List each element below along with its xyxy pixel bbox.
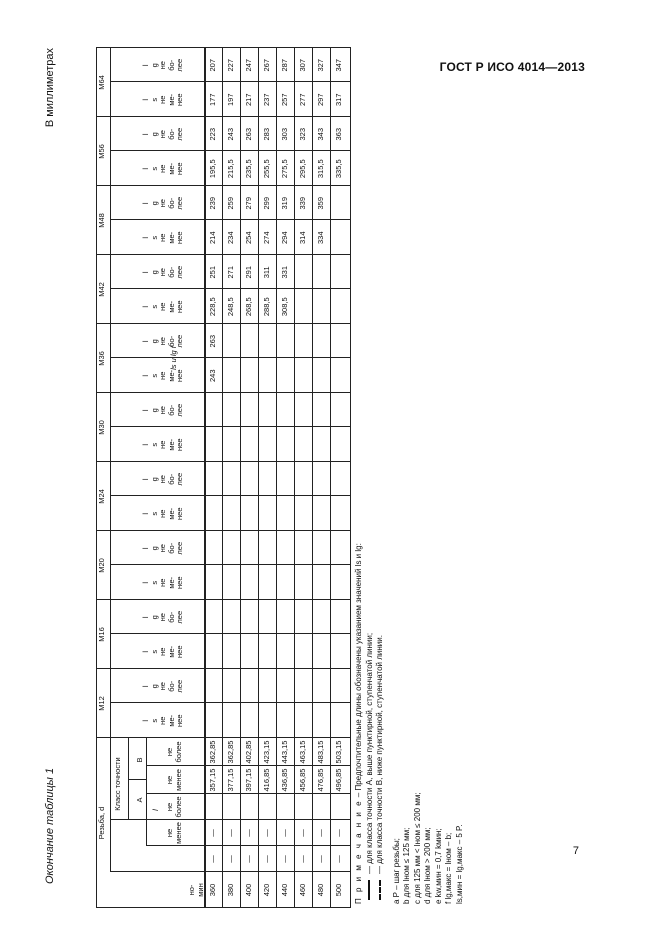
value-cell: 267 [262, 59, 271, 72]
class-b-max-cell: 362,85 [226, 740, 235, 764]
value-cell: 339 [298, 197, 307, 210]
value-cell: 248,5 [226, 297, 235, 317]
nominal-column-header: но- мин [187, 883, 205, 897]
dimension-table [96, 48, 350, 908]
lg-header: l g не бо- лее [141, 196, 184, 210]
value-cell: 277 [298, 93, 307, 107]
value-cell: 311 [262, 266, 271, 279]
class-b-min-cell: 397,15 [244, 768, 253, 792]
size-header-M64: M64 [97, 75, 106, 90]
value-cell: 315,5 [316, 159, 325, 179]
value-cell: 268,5 [244, 297, 253, 317]
value-cell: 287 [280, 59, 289, 72]
size-header-M42: M42 [97, 282, 106, 297]
class-a-max-cell: — [226, 829, 235, 837]
class-a-max-cell: — [262, 829, 271, 837]
value-cell: 317 [334, 93, 343, 107]
lg-header: l g не бо- лее [141, 679, 184, 693]
table-continuation-caption: Окончание таблицы 1 [44, 767, 56, 884]
class-a-min-cell: — [334, 855, 343, 863]
footnote-item: b для lном ≤ 125 мм; [402, 827, 411, 904]
legend-text: — для класса точности B, ниже пунктирной, ступенчатой линии. [375, 635, 384, 874]
tolerance-class-label: Класс точности [113, 757, 122, 811]
class-a-min-cell: — [262, 855, 271, 863]
empty-cell [258, 794, 276, 820]
value-cell: 263 [208, 335, 217, 348]
ls-header: l s не ме- нее [141, 645, 184, 658]
ls-header: l s не ме- нее [141, 369, 184, 382]
value-cell: 255,5 [262, 159, 271, 179]
value-cell: 243 [208, 369, 217, 383]
size-group-rule [96, 668, 350, 669]
value-cell: 295,5 [298, 159, 307, 179]
class-b-min-cell: 357,15 [208, 768, 217, 792]
length-letter: l [151, 809, 160, 811]
class-b-min-cell: 436,85 [280, 768, 289, 792]
nominal-length-cell: 440 [280, 883, 289, 897]
class-a-max-cell: — [298, 829, 307, 837]
header-rule [110, 48, 111, 872]
value-cell: 308,5 [280, 297, 289, 317]
value-cell: 254 [244, 231, 253, 245]
class-a-min-cell: — [280, 855, 289, 863]
size-header-M56: M56 [97, 144, 106, 159]
legend-line-sample [379, 880, 381, 900]
class-a-max-cell: — [316, 829, 325, 837]
value-cell: 207 [208, 59, 217, 72]
class-a-min-cell: — [316, 855, 325, 863]
value-cell: 271 [226, 266, 235, 279]
size-header-M12: M12 [97, 696, 106, 711]
class-b-min-cell: 377,15 [226, 768, 235, 792]
class-a-max-cell: — [244, 829, 253, 837]
value-cell: 263 [244, 128, 253, 141]
legend-item [375, 144, 386, 904]
footnote-item: ls,мин = lg,макс – 5 P. [454, 824, 464, 904]
size-group-rule [96, 599, 350, 600]
size-header-M30: M30 [97, 420, 106, 435]
value-cell: 235,5 [244, 159, 253, 179]
class-b-min-cell: 476,85 [316, 768, 325, 792]
ls-header: l s не ме- нее [141, 93, 184, 106]
nominal-length-cell: 400 [244, 883, 253, 897]
class-a-min-cell: — [226, 855, 235, 863]
value-cell: 331 [280, 266, 289, 279]
rotated-content [36, 48, 636, 908]
class-b-max-cell: 443,15 [280, 740, 289, 764]
value-cell: 234 [226, 231, 235, 245]
footnote-item: d для lном > 200 мм; [423, 827, 432, 904]
value-cell: 283 [262, 128, 271, 141]
value-cell: 243 [226, 128, 235, 141]
value-cell: 288,5 [262, 297, 271, 317]
value-cell: 214 [208, 231, 217, 245]
column-rule [128, 779, 146, 780]
thread-header: Резьба, d [97, 806, 106, 840]
nominal-length-cell: 360 [208, 883, 217, 897]
note-legend [365, 144, 386, 904]
empty-cell [330, 794, 348, 820]
nominal-length-cell: 460 [298, 883, 307, 897]
value-cell: 307 [298, 59, 307, 72]
note-label: П р и м е ч а н и е [354, 799, 363, 904]
class-b-label: B [135, 757, 144, 763]
value-cell: 223 [208, 128, 217, 141]
page-header: ГОСТ Р ИСО 4014—2013 [439, 60, 585, 74]
class-b-max-cell: 402,85 [244, 740, 253, 764]
footnote-item: f lg,макс = lном – b; [444, 832, 453, 904]
page-number: 7 [572, 845, 579, 857]
lg-header: l g не бо- лее [141, 58, 184, 72]
class-b-max-header: не более [165, 741, 183, 763]
value-cell: 347 [334, 59, 343, 72]
value-cell: 323 [298, 128, 307, 141]
lg-header: l g не бо- лее [141, 403, 184, 417]
class-b-max-cell: 503,15 [334, 740, 343, 764]
value-cell: 251 [208, 266, 217, 279]
ls-header: l s не ме- нее [141, 438, 184, 451]
class-b-max-cell: 423,15 [262, 740, 271, 764]
value-cell: 257 [280, 93, 289, 107]
value-cell: 247 [244, 59, 253, 72]
note-text: – Предпочтительные длины обозначены указанием значений ls и lg: [354, 543, 363, 798]
value-cell: 228,5 [208, 297, 217, 317]
value-cell: 197 [226, 93, 235, 107]
value-cell: 334 [316, 231, 325, 245]
ls-header: l s не ме- нее [141, 162, 184, 175]
nominal-length-cell: 500 [334, 883, 343, 897]
lg-header: l g не бо- лее [141, 472, 184, 486]
table-border-bottom [350, 48, 351, 908]
value-cell: 195,5 [208, 159, 217, 179]
value-cell: 314 [298, 231, 307, 245]
nominal-length-cell: 380 [226, 883, 235, 897]
class-a-min-cell: — [208, 855, 217, 863]
value-cell: 299 [262, 197, 271, 210]
lg-header: l g не бо- лее [141, 610, 184, 624]
size-group-rule [96, 461, 350, 462]
class-a-min-cell: — [244, 855, 253, 863]
footnote-item: c для 125 мм < lном ≤ 200 мм; [412, 792, 422, 904]
class-a-min-cell: — [298, 855, 307, 863]
empty-cell [276, 794, 294, 820]
notes-block [354, 144, 465, 904]
footnotes [392, 144, 466, 904]
value-cell: 275,5 [280, 159, 289, 179]
nominal-length-cell: 420 [262, 883, 271, 897]
lg-header: l g не бо- лее [141, 265, 184, 279]
class-a-max-cell: — [334, 829, 343, 837]
value-cell: 294 [280, 231, 289, 245]
class-b-min-cell: 456,85 [298, 768, 307, 792]
class-b-max-cell: 483,15 [316, 740, 325, 764]
lg-header: l g не бо- лее [141, 127, 184, 141]
footnote-item: e kw,мин = 0,7 kмин; [433, 828, 443, 904]
table-border-top [96, 48, 97, 908]
class-b-min-cell: 416,85 [262, 768, 271, 792]
size-header-M48: M48 [97, 213, 106, 228]
class-a-max-header: не более [165, 796, 183, 818]
value-cell: 177 [208, 93, 217, 107]
value-cell: 227 [226, 59, 235, 72]
value-cell: 274 [262, 231, 271, 245]
lg-header: l g не бо- лее [141, 334, 184, 348]
ls-header: l s не ме- нее [141, 576, 184, 589]
size-header-M16: M16 [97, 627, 106, 642]
value-cell: 237 [262, 93, 271, 107]
value-cell: 303 [280, 128, 289, 141]
value-cell: 359 [316, 197, 325, 210]
empty-cell [222, 794, 240, 820]
class-b-min-cell: 496,85 [334, 768, 343, 792]
value-cell: 279 [244, 197, 253, 210]
value-cell: 319 [280, 197, 289, 210]
footnote-item: a P – шаг резьбы; [391, 838, 401, 904]
value-cell: 239 [208, 197, 217, 210]
value-cell: 363 [334, 128, 343, 141]
class-b-max-cell: 362,85 [208, 740, 217, 764]
class-a-max-cell: — [208, 829, 217, 837]
class-b-max-cell: 463,15 [298, 740, 307, 764]
ls-header: l s не ме- нее [141, 714, 184, 727]
class-a-max-cell: — [280, 829, 289, 837]
size-header-M20: M20 [97, 558, 106, 573]
value-cell: 343 [316, 128, 325, 141]
legend-item [365, 144, 376, 904]
legend-line-sample [368, 880, 370, 900]
units-caption: В миллиметрах [44, 48, 56, 128]
note-main [354, 144, 365, 904]
legend-text: — для класса точности A, выше пунктирной, ступенчатой линии; [364, 632, 374, 874]
value-cell: 335,5 [334, 159, 343, 179]
empty-cell [294, 794, 312, 820]
empty-cell [312, 794, 330, 820]
value-cell: 327 [316, 59, 325, 72]
value-cell: 217 [244, 93, 253, 107]
class-a-label: A [135, 797, 144, 803]
ls-header: l s не ме- нее [141, 231, 184, 244]
value-cell: 215,5 [226, 159, 235, 179]
nominal-length-cell: 480 [316, 883, 325, 897]
empty-cell [204, 794, 222, 820]
header-rule [146, 738, 147, 846]
value-cell: 291 [244, 266, 253, 279]
class-b-min-header: не менее [165, 769, 183, 791]
size-group-rule [96, 530, 350, 531]
size-header-M24: M24 [97, 489, 106, 504]
class-a-min-header: не менее [165, 822, 183, 844]
lg-header: l g не бо- лее [141, 541, 184, 555]
value-cell: 259 [226, 197, 235, 210]
size-header-M36: M36 [97, 351, 106, 366]
size-group-rule [96, 392, 350, 393]
ls-header: l s не ме- нее [141, 507, 184, 520]
value-cell: 297 [316, 93, 325, 107]
ls-header: l s не ме- нее [141, 300, 184, 313]
empty-cell [240, 794, 258, 820]
